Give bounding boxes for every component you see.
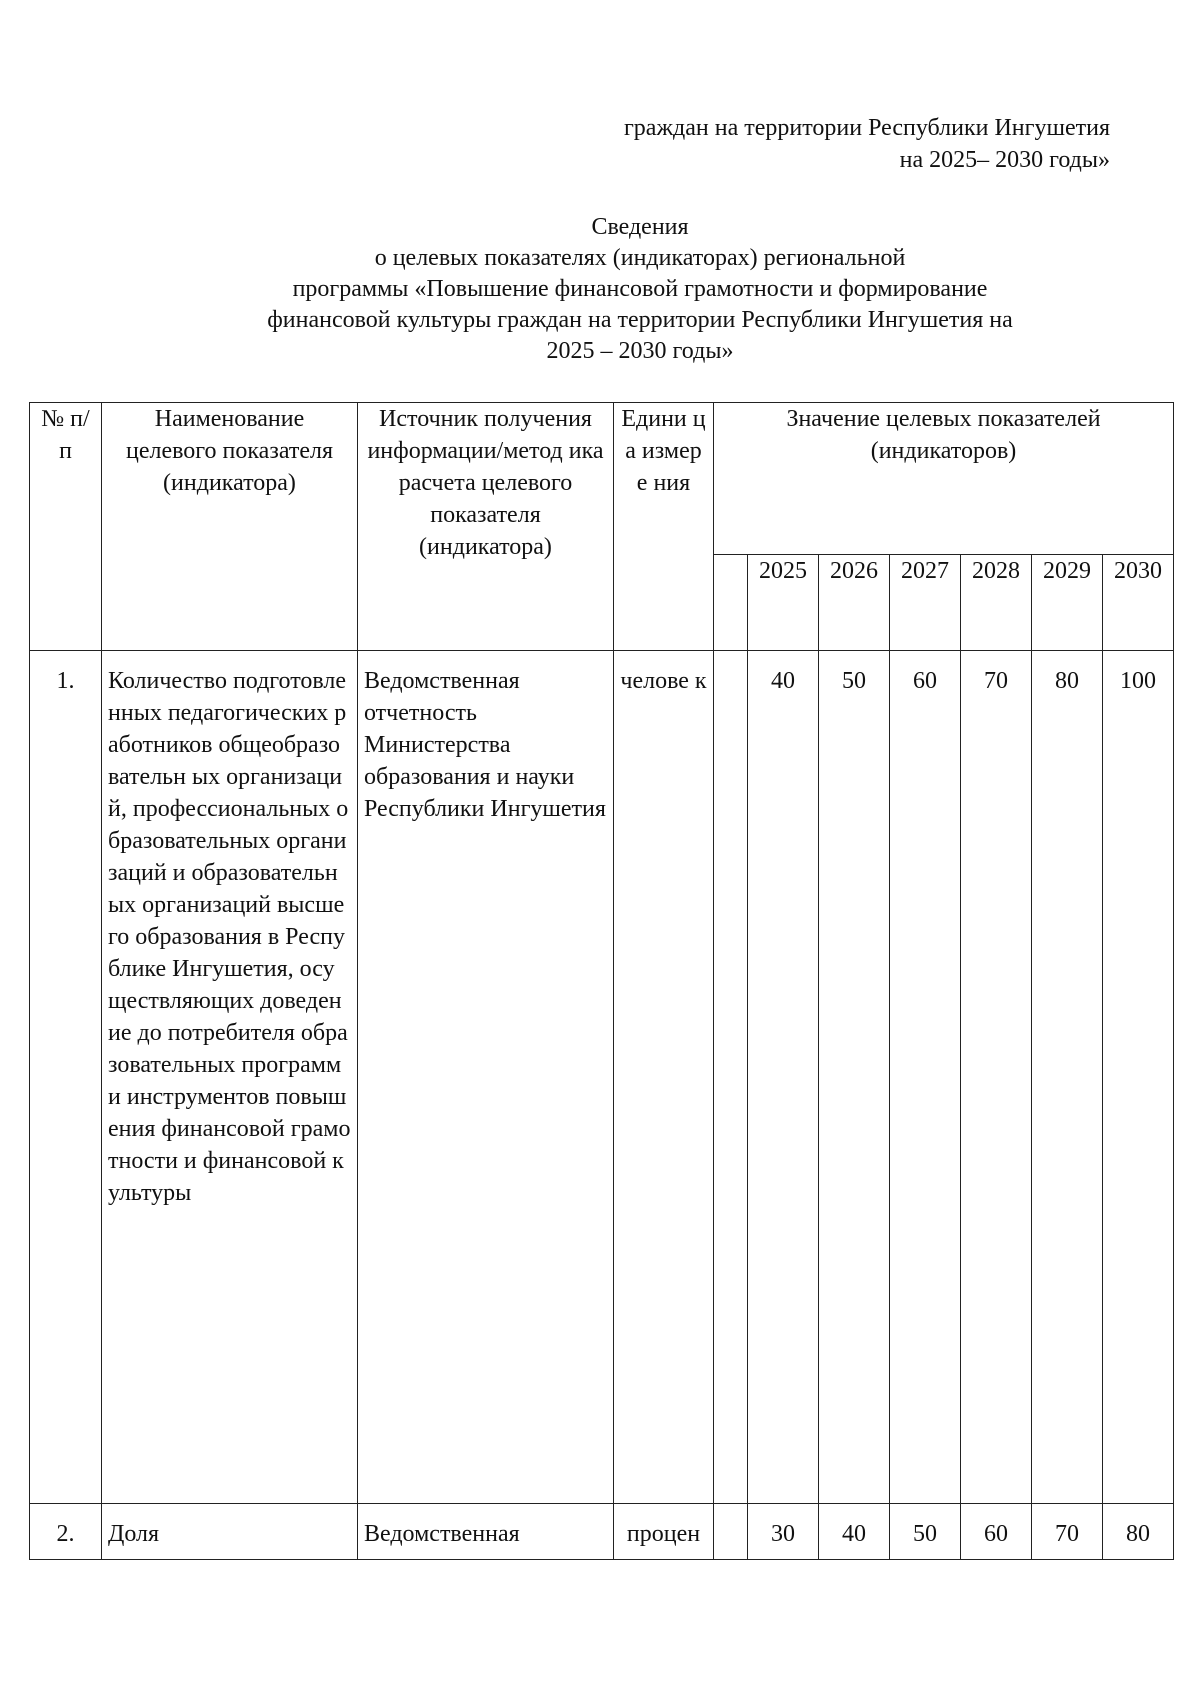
table-row (30, 1504, 1174, 1560)
row-num: 2. (30, 1504, 102, 1560)
year-2026: 2026 (819, 555, 890, 651)
header-line-1: граждан на территории Республики Ингушетия (623, 115, 1110, 141)
row-value-2028: 70 (961, 651, 1032, 1504)
row-value-2026: 50 (819, 651, 890, 1504)
title-line-4: финансовой культуры граждан на территории Республики Ингушетия на (267, 307, 1013, 333)
row-num: 1. (30, 651, 102, 1504)
row-value-2025: 40 (748, 651, 819, 1504)
header-source: Источник получения информации/метод ика расчета целевого показателя (индикатора) (358, 403, 614, 651)
row-value-2030: 80 (1103, 1504, 1174, 1560)
row-empty-cell (714, 651, 748, 1504)
row-value-2030: 100 (1103, 651, 1174, 1504)
row-value-2029: 70 (1032, 1504, 1103, 1560)
row-value-2029: 80 (1032, 651, 1103, 1504)
year-2025: 2025 (748, 555, 819, 651)
header-name: Наименование целевого показателя (индикатора) (102, 403, 358, 651)
table-row (30, 651, 1174, 1504)
title-line-1: Сведения (591, 214, 689, 240)
row-source: Ведомственная отчетность Министерства образования и науки Республики Ингушетия (358, 651, 614, 1504)
header-values: Значение целевых показателей (индикаторов) (714, 403, 1174, 555)
year-2027: 2027 (890, 555, 961, 651)
row-value-2028: 60 (961, 1504, 1032, 1560)
title-line-2: о целевых показателях (индикаторах) региональной (374, 245, 906, 271)
row-value-2027: 50 (890, 1504, 961, 1560)
header-right (624, 112, 1110, 176)
year-2030: 2030 (1103, 555, 1174, 651)
row-unit: челове к (614, 651, 714, 1504)
indicators-table (29, 402, 1174, 1560)
table-header-row (30, 403, 1174, 555)
row-name: Доля (102, 1504, 358, 1560)
row-empty-cell (714, 1504, 748, 1560)
header-line-2: на 2025– 2030 годы» (899, 147, 1110, 173)
header-empty-cell (714, 555, 748, 651)
row-value-2026: 40 (819, 1504, 890, 1560)
row-value-2027: 60 (890, 651, 961, 1504)
title-line-5: 2025 – 2030 годы» (546, 338, 734, 364)
row-value-2025: 30 (748, 1504, 819, 1560)
header-num: № п/п (30, 403, 102, 651)
year-2029: 2029 (1032, 555, 1103, 651)
document-title (0, 212, 1200, 367)
row-unit: процен (614, 1504, 714, 1560)
row-name: Количество подготовленных педагогических работников общеобразовательн ых организаций, профессиональных образовательных организаций и образовательных организаций высшего образования в Республике Ингушетия, осуществляющих доведение до потребителя образовательных программ и инструментов повышения финансовой грамотности и финансовой культуры (102, 651, 358, 1504)
year-2028: 2028 (961, 555, 1032, 651)
title-line-3: программы «Повышение финансовой грамотности и формирование (292, 276, 988, 302)
header-unit: Едини ца измере ния (614, 403, 714, 651)
row-source: Ведомственная (358, 1504, 614, 1560)
